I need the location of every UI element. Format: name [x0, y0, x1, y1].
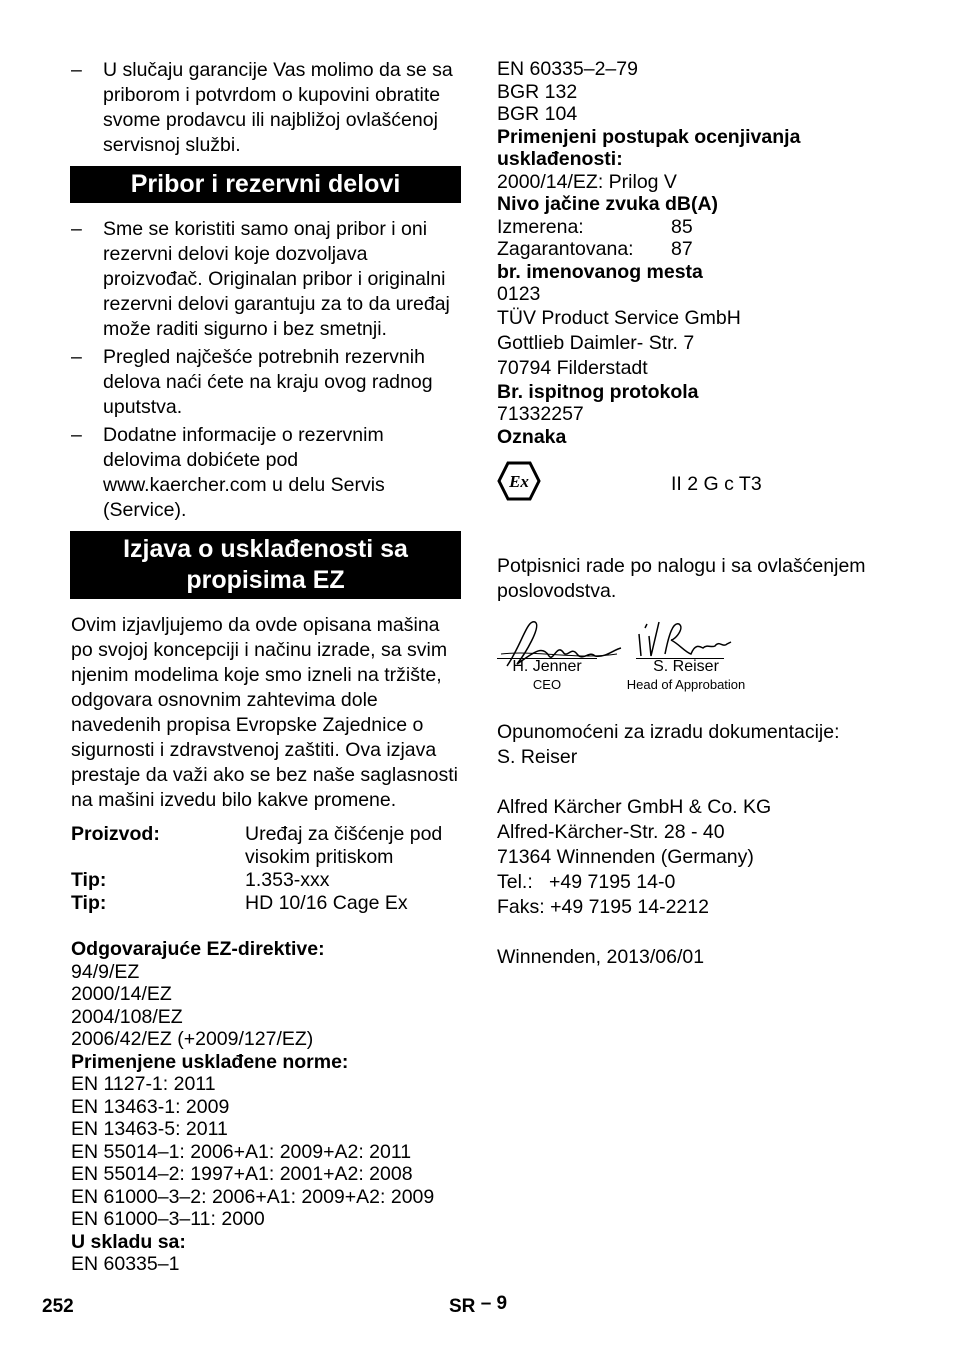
directive-item: 94/9/EZ: [71, 960, 140, 983]
report-block: [497, 381, 917, 449]
authorized-block: [497, 720, 917, 770]
sound-heading: Nivo jačine zvuka dB(A): [497, 193, 719, 215]
norm-item: EN 13463-5: 2011: [71, 1118, 228, 1140]
dash-bullet: –: [71, 218, 82, 240]
signatory-title: CEO: [532, 677, 562, 692]
norm-item: EN 13463-1: 2009: [71, 1095, 230, 1118]
type-value: 1.353-xxx: [245, 869, 330, 891]
type-value: HD 10/16 Cage Ex: [245, 892, 408, 914]
place-date: Winnenden, 2013/06/01: [497, 946, 705, 968]
marking-heading: Oznaka: [497, 425, 567, 448]
procedure-heading: usklađenosti:: [497, 148, 623, 170]
list-item-text: Sme se koristiti samo onaj pribor i oni rezervni delovi koje dozvoljava proizvođač. Originalan pribor i originalni rezervni delovi garantuju za to da uređaj može raditi sigurno i bez smetnji.: [103, 218, 450, 340]
language-code: SR: [449, 1296, 476, 1317]
directives-heading: Odgovarajuće EZ-direktive:: [71, 938, 325, 960]
company-name: Alfred Kärcher GmbH & Co. KG: [497, 796, 772, 818]
notified-body-street: Gottlieb Daimler- Str. 7: [497, 331, 695, 354]
signatory-reiser: [615, 658, 757, 694]
type-row: [71, 869, 461, 892]
list-item: [71, 217, 461, 342]
ex-hexagon-icon: [497, 461, 671, 507]
signatory-title: Head of Approbation: [626, 677, 746, 692]
type-label: Tip:: [71, 869, 107, 891]
norm-item: EN 1127-1: 2011: [71, 1073, 216, 1095]
signatories-note: Potpisnici rade po nalogu i sa ovlašćenjem poslovodstva.: [497, 555, 866, 602]
measured-value: 85: [671, 215, 693, 238]
heading-line: propisima EZ: [186, 566, 345, 594]
section-heading-declaration: [70, 531, 461, 599]
directive-item: 2004/108/EZ: [71, 1005, 183, 1028]
declaration-paragraph: Ovim izjavljujemo da ovde opisana mašina po svojoj koncepciji i načinu izrade, sa svim njenim modelima koje smo izneli na tržište, odgovara osnovnim zahtevima dole navedenih propisa Evropske Zajednice o sigurnosti i zdravstvenoj zaštiti. Ova izjava prestaje da važi ako se bez naše saglasnosti na mašini izvedu bilo kakve promene.: [71, 614, 458, 811]
signatory-name: S. Reiser: [653, 658, 719, 675]
warranty-note: U slučaju garancije Vas molimo da se sa priborom i potvrdom o kupovini obratite svome prodavcu ili najbližoj ovlašćenoj servisnoj službi.: [103, 59, 453, 156]
notified-body: [497, 306, 917, 381]
authorized-label: Opunomoćeni za izradu dokumentacije:: [497, 721, 840, 743]
list-item-text: Pregled najčešće potrebnih rezervnih delova naći ćete na kraju ovog radnog uputstva.: [103, 346, 433, 418]
list-item-text: Dodatne informacije o rezervnim delovima dobićete pod www.kaercher.com u delu Servis (Service).: [103, 424, 385, 521]
notified-body-name: TÜV Product Service GmbH: [497, 306, 741, 329]
list-item: [71, 345, 461, 420]
marking-value: II 2 G c T3: [671, 472, 762, 495]
guaranteed-value: 87: [671, 238, 693, 260]
product-value: [245, 823, 461, 869]
section-heading-accessories: Pribor i rezervni delovi: [70, 166, 461, 203]
test-report-heading: Br. ispitnog protokola: [497, 380, 699, 403]
procedure-value: 2000/14/EZ: Prilog V: [497, 170, 677, 193]
norms-continued: [497, 58, 917, 306]
product-label: Proizvod:: [71, 823, 160, 845]
company-street: Alfred-Kärcher-Str. 28 - 40: [497, 821, 725, 843]
norm-item: EN 55014–1: 2006+A1: 2009+A2: 2011: [71, 1140, 412, 1163]
procedure-heading: Primenjeni postupak ocenjivanja: [497, 125, 801, 148]
notified-number: 0123: [497, 283, 541, 305]
signatory-name: H. Jenner: [512, 658, 582, 675]
right-column: [497, 58, 917, 970]
list-item: [71, 423, 461, 523]
list-item: [71, 58, 461, 158]
notified-heading: br. imenovanog mesta: [497, 260, 703, 283]
norm-item: EN 61000–3–11: 2000: [71, 1208, 265, 1230]
test-report-number: 71332257: [497, 403, 584, 425]
page-number: 252: [42, 1296, 74, 1317]
product-row: [71, 823, 461, 869]
norm-item: EN 60335–2–79: [497, 58, 638, 80]
svg-text:Ex: Ex: [509, 472, 529, 491]
company-fax: Faks: +49 7195 14-2212: [497, 896, 709, 918]
norm-item: BGR 132: [497, 80, 578, 103]
section-page: – 9: [480, 1293, 508, 1314]
heading-line: Izjava o usklađenosti sa: [123, 535, 408, 563]
dash-bullet: –: [71, 346, 82, 368]
product-value-line: Uređaj za čišćenje pod: [245, 823, 443, 845]
accordance-value: EN 60335–1: [71, 1253, 180, 1275]
norm-item: EN 55014–2: 1997+A1: 2001+A2: 2008: [71, 1163, 413, 1185]
signatory-jenner: [497, 658, 597, 694]
language-label: [449, 1293, 508, 1318]
left-column: [71, 58, 461, 1276]
accordance-heading: U skladu sa:: [71, 1230, 186, 1253]
norms-heading: Primenjene usklađene norme:: [71, 1050, 349, 1073]
company-address: [497, 795, 917, 920]
signature-reiser: [635, 614, 755, 664]
directives-block: [71, 938, 461, 1276]
dash-bullet: –: [71, 59, 82, 81]
norm-item: EN 61000–3–2: 2006+A1: 2009+A2: 2009: [71, 1185, 435, 1208]
signatures: [497, 614, 917, 714]
sound-measured-row: [497, 216, 917, 239]
product-table: [71, 823, 461, 915]
dash-bullet: –: [71, 424, 82, 446]
sound-guaranteed-row: [497, 238, 917, 261]
measured-label: Izmerena:: [497, 215, 584, 238]
type-label: Tip:: [71, 892, 107, 914]
guaranteed-label: Zagarantovana:: [497, 238, 634, 260]
notified-body-city: 70794 Filderstadt: [497, 356, 648, 379]
directive-item: 2006/42/EZ (+2009/127/EZ): [71, 1028, 314, 1050]
product-value-line: visokim pritiskom: [245, 846, 394, 868]
authorized-name: S. Reiser: [497, 746, 578, 768]
directive-item: 2000/14/EZ: [71, 983, 172, 1005]
marking-row: [497, 454, 917, 514]
company-city: 71364 Winnenden (Germany): [497, 846, 754, 868]
norm-item: BGR 104: [497, 103, 578, 125]
company-tel: Tel.: +49 7195 14-0: [497, 871, 676, 893]
type-row: [71, 892, 461, 915]
